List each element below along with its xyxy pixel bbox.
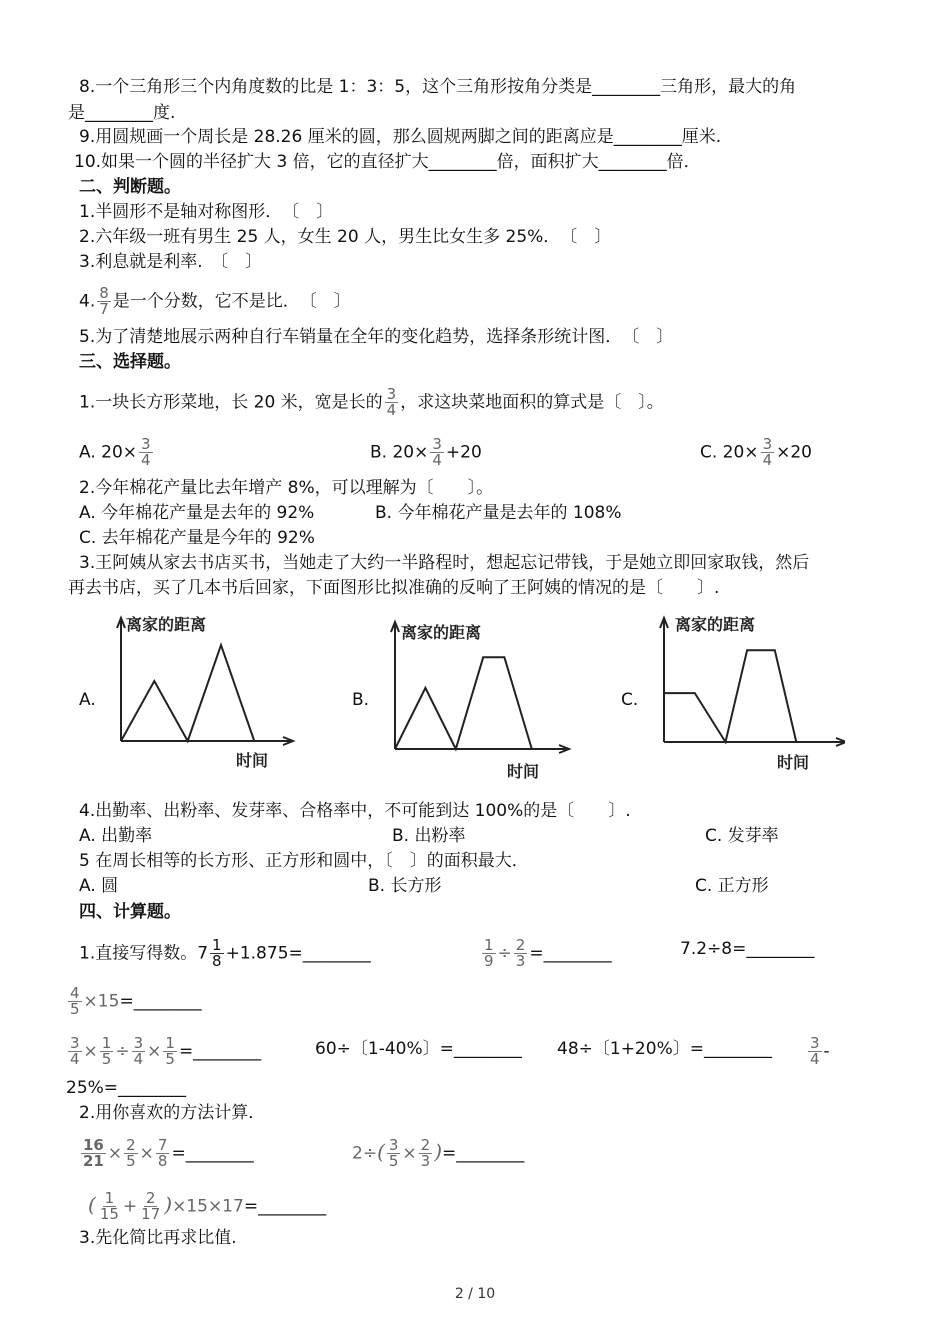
frac-num: 8: [99, 284, 109, 302]
fraction-1-8: $\frac{1}{8}$: [212, 936, 222, 970]
q10: 10.如果一个圆的半径扩大 3 倍，它的直径扩大________倍，面积扩大________倍．: [74, 152, 701, 172]
chart-a-ylabel: 离家的距离: [126, 615, 207, 634]
distance-time-chart-a: [100, 608, 300, 778]
fraction-3-4: [430, 437, 444, 468]
divide-sign: ÷: [497, 943, 512, 964]
choice-q3-line2: 再去书店，买了几本书后回家，下面图形比拟准确的反响了王阿姨的情况的是〔 〕.: [68, 578, 720, 598]
calc-q2-expr1-rest: =________: [171, 1143, 254, 1164]
choice-heading: 三、选择题。: [79, 352, 181, 372]
choice-q4-option-c: C. 发芽率: [705, 826, 779, 846]
calc-q2-expr2: 2÷( $\frac{3}{5}$ × $\frac{2}{3}$ )=________: [352, 1136, 525, 1170]
choice-q2-option-c: C. 去年棉花产量是今年的 92%: [79, 528, 315, 548]
choice-q1-option-c: [700, 437, 812, 468]
option-a-text: A. 20×: [79, 442, 138, 463]
frac-den: 4: [386, 401, 397, 419]
calc-q1-expr4: [66, 986, 202, 1017]
chart-b-ylabel: 离家的距离: [401, 623, 482, 642]
chart-c-xlabel: 时间: [777, 753, 810, 772]
chart-a-distance-line: [121, 645, 254, 741]
calc-heading: 四、计算题。: [79, 902, 181, 922]
fraction-4-5: $\frac{4}{5}$: [70, 984, 80, 1018]
judge-q5: 5.为了清楚地展示两种自行车销量在全年的变化趋势，选择条形统计图． 〔 〕: [79, 327, 674, 347]
choice-q1-prefix: 1.一块长方形菜地，长 20 米，宽是长的: [79, 392, 383, 413]
frac-den: 4: [432, 451, 442, 469]
calc-q1-expr5: $\frac{3}{4}$ × $\frac{1}{5}$ ÷ $\frac{3}{4}$ × $\frac{1}{5}$ =________: [70, 1034, 262, 1068]
choice-q3-line1: 3.王阿姨从家去书店买书，当她走了大约一半路程时，想起忘记带钱，于是她立即回家取钱，然后: [79, 553, 810, 573]
calc-q1-expr7: 48÷〔1+20%〕=________: [557, 1039, 772, 1059]
calc-q1-expr8-minus: -: [823, 1041, 830, 1062]
judge-heading: 二、判断题。: [79, 177, 181, 197]
fraction-1-9: $\frac{1}{9}$: [484, 936, 494, 970]
option-c-text: C. 20×: [700, 442, 759, 463]
choice-q1-option-b: [370, 437, 482, 468]
chart-option-a-label: A.: [79, 690, 96, 710]
frac-num: 3: [386, 385, 397, 403]
calc-q1-expr1: [79, 938, 371, 969]
chart-a-xlabel: 时间: [236, 751, 269, 770]
distance-time-chart-c: [645, 608, 845, 778]
fraction-3-4: [761, 437, 775, 468]
choice-q5: 5 在周长相等的长方形、正方形和圆中，〔 〕的面积最大．: [79, 851, 529, 871]
choice-q5-option-c: C. 正方形: [695, 876, 769, 896]
judge-q4-suffix: 是一个分数，它不是比． 〔 〕: [112, 291, 351, 312]
calc-q2-label: 2.用你喜欢的方法计算．: [79, 1103, 266, 1123]
judge-q1: 1.半圆形不是轴对称图形． 〔 〕: [79, 202, 334, 222]
option-c-suffix: ×20: [776, 442, 812, 463]
fraction-3-4: [139, 437, 153, 468]
frac-den: 7: [99, 300, 109, 318]
choice-q2: 2.今年棉花产量比去年增产 8%，可以理解为〔 〕。: [79, 478, 494, 498]
choice-q1-suffix: ，求这块菜地面积的算式是〔 〕。: [400, 392, 664, 413]
choice-q5-option-b: B. 长方形: [368, 876, 442, 896]
calc-q1-expr5-rest: =________: [178, 1041, 262, 1062]
choice-q4: 4.出勤率、出粉率、发芽率、合格率中，不可能到达 100%的是〔 〕.: [79, 801, 631, 821]
calc-q1-label: 1.直接写得数。7: [79, 943, 209, 964]
calc-q1-expr6: 60÷〔1-40%〕=________: [315, 1039, 522, 1059]
chart-c-ylabel: 离家的距离: [675, 615, 756, 634]
frac-num: 3: [141, 435, 151, 453]
option-b-suffix: +20: [445, 442, 482, 463]
frac-den: 4: [141, 451, 151, 469]
judge-q4: [79, 286, 351, 317]
calc-q1-expr8: [806, 1036, 830, 1067]
frac-num: 3: [432, 435, 442, 453]
calc-q1-expr8-line2: 25%=________: [66, 1078, 187, 1098]
q8-line1: 8.一个三角形三个内角度数的比是 1：3：5，这个三角形按角分类是________三角形，最大的角: [79, 77, 797, 97]
calc-q2-expr1: $\frac{16}{21}$ × $\frac{2}{5}$ × $\frac{7}{8}$ =________: [83, 1136, 254, 1170]
times-15: ×15: [83, 991, 120, 1012]
judge-q4-prefix: 4.: [79, 291, 96, 312]
choice-q4-option-a: A. 出勤率: [79, 826, 153, 846]
calc-q2-expr3-rest: =________: [243, 1196, 327, 1217]
calc-q2-expr2-rest: =________: [442, 1143, 525, 1164]
calc-q1-expr2: [480, 938, 612, 969]
distance-time-chart-b: [375, 612, 575, 787]
q8-line2: 是________度.: [68, 103, 176, 123]
fraction-8-7: [97, 286, 111, 317]
chart-option-c-label: C.: [621, 690, 639, 710]
calc-q1-expr3: 7.2÷8=________: [680, 939, 815, 959]
calc-q3-label: 3.先化简比再求比值.: [79, 1228, 237, 1248]
chart-b-xlabel: 时间: [507, 762, 540, 781]
choice-q5-option-a: A. 圆: [79, 876, 119, 896]
fraction-3-4: $\frac{3}{4}$: [810, 1034, 820, 1068]
option-b-text: B. 20×: [370, 442, 429, 463]
choice-q4-option-b: B. 出粉率: [392, 826, 466, 846]
calc-q1-expr2-rest: =________: [529, 943, 612, 964]
fraction-2-3: $\frac{2}{3}$: [515, 936, 526, 970]
choice-q1-option-a: [79, 437, 155, 468]
choice-q2-option-b: B. 今年棉花产量是去年的 108%: [375, 503, 622, 523]
chart-b-distance-line: [395, 657, 532, 749]
judge-q2: 2.六年级一班有男生 25 人，女生 20 人，男生比女生多 25%． 〔 〕: [79, 227, 612, 247]
choice-q2-option-a: A. 今年棉花产量是去年的 92%: [79, 503, 315, 523]
calc-q1-expr1-rest: +1.875=________: [225, 943, 371, 964]
choice-q1: [79, 387, 664, 418]
calc-q1-expr4-rest: =________: [119, 991, 202, 1012]
frac-num: 3: [762, 435, 773, 453]
chart-option-b-label: B.: [352, 690, 370, 710]
q9: 9.用圆规画一个周长是 28.26 厘米的圆，那么圆规两脚之间的距离应是________厘米.: [79, 127, 722, 147]
fraction-3-4: [385, 387, 399, 418]
calc-q2-expr3: ( $\frac{1}{15}$ + $\frac{2}{17}$ )×15×17=________: [88, 1189, 327, 1223]
judge-q3: 3.利息就是利率. 〔 〕: [79, 252, 263, 272]
chart-c-distance-line: [664, 650, 796, 742]
page-number: 2 / 10: [454, 1286, 496, 1302]
frac-den: 4: [762, 451, 773, 469]
